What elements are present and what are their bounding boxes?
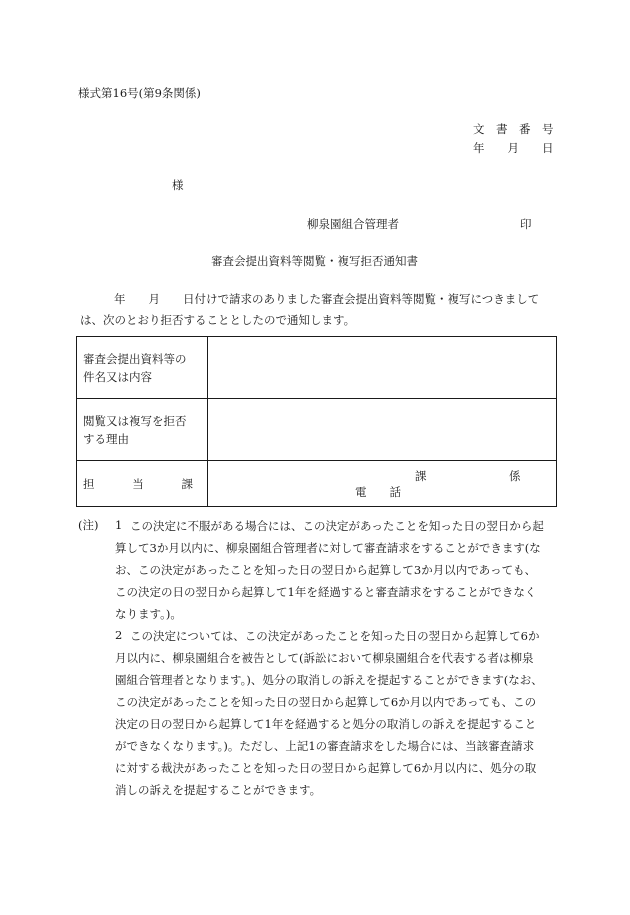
notes-marker: (注) bbox=[78, 518, 99, 532]
note-line: この決定に不服がある場合には、この決定があったことを知った日の翌日から起 bbox=[130, 519, 544, 533]
sender-name: 柳泉園組合管理者 bbox=[307, 217, 399, 231]
note-number: 1 bbox=[115, 518, 123, 532]
note-line: ができなくなります。)。ただし、上記1の審査請求をした場合には、当該審査請求 bbox=[115, 739, 535, 753]
table-row bbox=[77, 399, 557, 461]
seal-mark: 印 bbox=[520, 217, 532, 231]
label-line: する理由 bbox=[83, 431, 129, 446]
notes-section bbox=[78, 515, 568, 801]
refusal-reason-label bbox=[77, 399, 208, 461]
note-line: に対する裁決があったことを知った日の翌日から起算して6か月以内に、処分の取 bbox=[115, 761, 537, 775]
request-table bbox=[76, 336, 557, 507]
intro-line: は、次のとおり拒否することとしたので通知します。 bbox=[80, 313, 356, 327]
refusal-reason-value bbox=[208, 399, 557, 461]
note-item-2 bbox=[78, 625, 568, 801]
department-label bbox=[77, 461, 208, 507]
phone-label: 電 話 bbox=[355, 485, 401, 499]
document-name-label bbox=[77, 337, 208, 399]
intro-line: 年 月 日付けで請求のありました審査会提出資料等閲覧・複写につきまして bbox=[114, 292, 540, 306]
intro-paragraph bbox=[80, 289, 558, 331]
section-label: 課 bbox=[415, 469, 427, 483]
label-char: 当 bbox=[132, 476, 144, 491]
document-number-label: 文 書 番 号 bbox=[473, 122, 554, 136]
addressee-suffix: 様 bbox=[172, 178, 184, 192]
label-line: 審査会提出資料等の bbox=[83, 351, 187, 366]
label-line: 件名又は内容 bbox=[83, 369, 152, 384]
form-number: 様式第16号(第9条関係) bbox=[78, 86, 201, 100]
table-row bbox=[77, 337, 557, 399]
label-char: 担 bbox=[83, 476, 95, 491]
note-line: なります。)。 bbox=[115, 607, 182, 621]
note-line: 算して3か月以内に、柳泉園組合管理者に対して審査請求をすることができます(な bbox=[115, 541, 541, 555]
note-line: 消しの訴えを提起することができます。 bbox=[115, 783, 322, 797]
note-line: 決定の日の翌日から起算して1年を経過すると処分の取消しの訴えを提起すること bbox=[115, 717, 537, 731]
label-line: 閲覧又は複写を拒否 bbox=[83, 413, 187, 428]
date-label: 年 月 日 bbox=[473, 141, 554, 155]
note-number: 2 bbox=[115, 628, 123, 642]
note-line: この決定の日の翌日から起算して1年を経過すると審査請求をすることができなく bbox=[115, 585, 537, 599]
department-value bbox=[208, 461, 557, 507]
note-line: 月以内に、柳泉園組合を被告として(訴訟において柳泉園組合を代表する者は柳泉 bbox=[115, 651, 534, 665]
note-line: お、この決定があったことを知った日の翌日から起算して3か月以内であっても、 bbox=[115, 563, 537, 577]
table-row bbox=[77, 461, 557, 507]
note-line: この決定があったことを知った日の翌日から起算して6か月以内であっても、この bbox=[115, 695, 537, 709]
document-title: 審査会提出資料等閲覧・複写拒否通知書 bbox=[211, 254, 418, 268]
subsection-label: 係 bbox=[509, 469, 521, 483]
note-line: 園組合管理者となります。)、処分の取消しの訴えを提起することができます(なお、 bbox=[115, 673, 543, 687]
label-char: 課 bbox=[181, 476, 193, 491]
document-name-value bbox=[208, 337, 557, 399]
note-item-1 bbox=[78, 515, 568, 625]
note-line: この決定については、この決定があったことを知った日の翌日から起算して6か bbox=[130, 629, 540, 643]
